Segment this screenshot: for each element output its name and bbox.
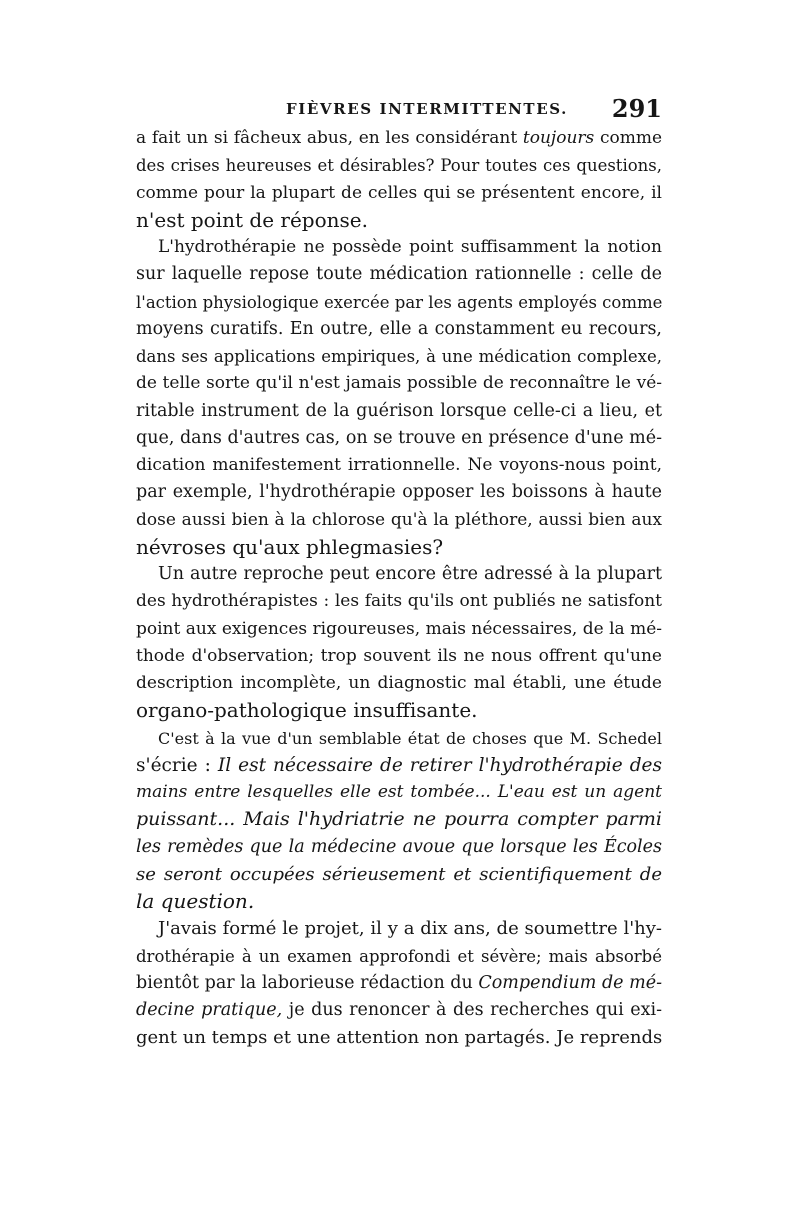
body-text [136, 125, 662, 1052]
text-line: dans ses applications empiriques, à une médication complexe, [136, 347, 662, 366]
text-line: drothérapie à un examen approfondi et sévère; mais absorbé [136, 946, 662, 966]
text-line: n'est point de réponse. [136, 207, 368, 232]
text-line: C'est à la vue d'un semblable état de choses que M. Schedel [158, 728, 662, 748]
quoted-line: puissant... Mais l'hydriatrie ne pourra compter parmi [136, 808, 662, 831]
text-line-part: comme [599, 128, 663, 148]
text-line: l'action physiologique exercée par les agents employés comme [136, 292, 663, 312]
text-line: ritable instrument de la guérison lorsque celle-ci a lieu, et [136, 400, 662, 421]
text-line [136, 970, 662, 997]
emphasized-word: toujours [522, 128, 595, 148]
text-line-part: bientôt par la laborieuse rédaction du [136, 972, 473, 993]
text-line: des hydrothérapistes : les faits qu'ils ont publiés ne satisfont [136, 591, 662, 612]
text-line: que, dans d'autres cas, on se trouve en présence d'une mé- [136, 427, 662, 448]
quoted-line: se seront occupées sérieusement et scientifiquement de [136, 863, 662, 885]
text-line: J'avais formé le projet, il y a dix ans, de soumettre l'hy- [158, 918, 662, 940]
text-line [136, 752, 662, 779]
page-number: 291 [611, 94, 662, 123]
text-line [136, 125, 662, 152]
text-line-part: s'écrie : [136, 754, 211, 776]
text-line: thode d'observation; trop souvent ils ne nous offrent qu'une [136, 645, 662, 666]
text-line: par exemple, l'hydrothérapie opposer les boissons à haute [136, 482, 662, 503]
text-line: gent un temps et une attention non partagés. Je reprends [136, 1027, 663, 1049]
book-title: decine pratique, [136, 1000, 283, 1020]
text-line: de telle sorte qu'il n'est jamais possible de reconnaître le vé- [136, 373, 662, 394]
text-line: sur laquelle repose toute médication rationnelle : celle de [136, 264, 662, 285]
text-line: point aux exigences rigoureuses, mais nécessaires, de la mé- [136, 618, 662, 639]
text-line: dication manifestement irrationnelle. Ne voyons-nous point, [136, 455, 662, 475]
text-line: organo-pathologique insuffisante. [136, 698, 478, 723]
text-line: névroses qu'aux phlegmasies? [136, 534, 444, 559]
page-header [136, 96, 662, 126]
text-line: comme pour la plupart de celles qui se présentent encore, il [136, 182, 662, 203]
text-line: dose aussi bien à la chlorose qu'à la pléthore, aussi bien aux [136, 509, 662, 530]
running-head: FIÈVRES INTERMITTENTES. [286, 100, 568, 118]
text-line: des crises heureuses et désirables? Pour toutes ces questions, [136, 156, 662, 176]
text-line-part: je dus renoncer à des recherches qui exi- [288, 1000, 663, 1020]
quoted-passage: Il est nécessaire de retirer l'hydrothérapie des [217, 754, 662, 776]
quoted-line: les remèdes que la médecine avoue que lorsque les Écoles [136, 836, 662, 857]
text-line: Un autre reproche peut encore être adressé à la plupart [158, 564, 662, 584]
text-line: L'hydrothérapie ne possède point suffisamment la notion [158, 237, 662, 257]
quoted-line: la question. [136, 889, 255, 913]
book-title: Compendium de mé- [478, 972, 662, 993]
text-line [136, 997, 662, 1024]
text-line: description incomplète, un diagnostic mal établi, une étude [136, 673, 662, 693]
quoted-line: mains entre lesquelles elle est tombée... L'eau est un agent [136, 782, 662, 802]
text-line: moyens curatifs. En outre, elle a constamment eu recours, [136, 318, 662, 339]
text-line-part: a fait un si fâcheux abus, en les considérant [136, 128, 518, 148]
